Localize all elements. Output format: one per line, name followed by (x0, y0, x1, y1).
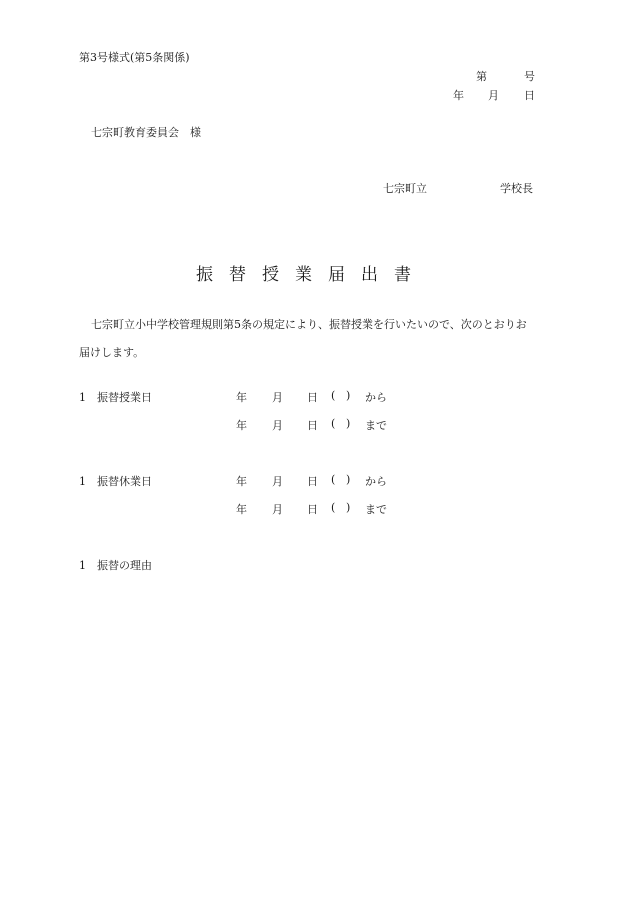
row-paren-close: ) (346, 473, 351, 486)
addressee: 七宗町教育委員会 様 (91, 126, 201, 139)
row-tail: から (365, 475, 387, 488)
sender-prefix: 七宗町立 (383, 182, 427, 195)
title-char: 業 (295, 265, 312, 285)
title-char: 振 (196, 265, 213, 285)
row-paren-open: ( (331, 501, 336, 514)
row-day: 日 (307, 475, 318, 488)
doc-date-month: 月 (488, 89, 499, 102)
doc-number-go: 号 (524, 70, 535, 83)
row-day: 日 (307, 419, 318, 432)
doc-date-day: 日 (524, 89, 535, 102)
row-paren-open: ( (331, 389, 336, 402)
row-day: 日 (307, 391, 318, 404)
title-char: 出 (361, 265, 378, 285)
form-id: 第3号様式(第5条関係) (79, 51, 190, 64)
row-paren-close: ) (346, 389, 351, 402)
section-label-make-up-holiday: 1 振替休業日 (79, 475, 152, 488)
doc-number-dai: 第 (476, 70, 487, 83)
title-char: 授 (262, 265, 279, 285)
row-tail: から (365, 391, 387, 404)
doc-date-year: 年 (453, 89, 464, 102)
row-month: 月 (272, 503, 283, 516)
row-tail: まで (365, 503, 387, 516)
row-month: 月 (272, 475, 283, 488)
body-line-2: 届けします。 (79, 346, 145, 359)
row-paren-close: ) (346, 417, 351, 430)
row-paren-close: ) (346, 501, 351, 514)
title-char: 替 (229, 265, 246, 285)
row-day: 日 (307, 503, 318, 516)
row-month: 月 (272, 391, 283, 404)
row-paren-open: ( (331, 473, 336, 486)
body-line-1: 七宗町立小中学校管理規則第5条の規定により、振替授業を行いたいので、次のとおりお (91, 318, 527, 331)
document-title (196, 260, 411, 285)
row-paren-open: ( (331, 417, 336, 430)
row-tail: まで (365, 419, 387, 432)
sender-suffix: 学校長 (500, 182, 533, 195)
row-month: 月 (272, 419, 283, 432)
title-char: 書 (394, 265, 411, 285)
row-year: 年 (236, 391, 247, 404)
section-label-reason: 1 振替の理由 (79, 559, 152, 572)
row-year: 年 (236, 503, 247, 516)
row-year: 年 (236, 419, 247, 432)
title-char: 届 (328, 265, 345, 285)
row-year: 年 (236, 475, 247, 488)
section-label-make-up-class: 1 振替授業日 (79, 391, 152, 404)
